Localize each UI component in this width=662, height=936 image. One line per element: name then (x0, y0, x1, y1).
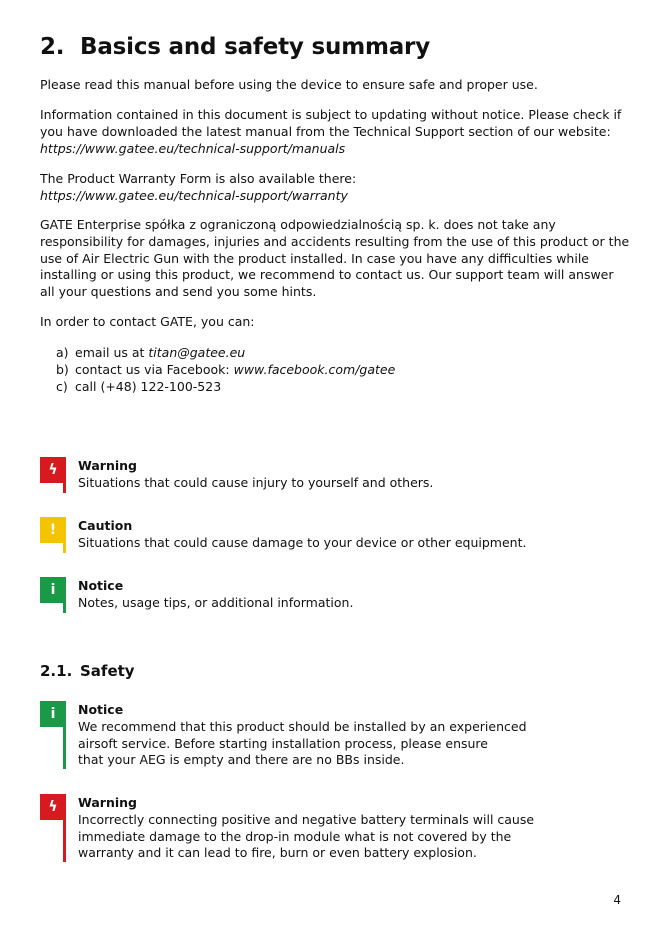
legend-notice-title: Notice (78, 578, 124, 593)
list-item: a) email us at titan@gatee.eu (56, 345, 246, 360)
email-link[interactable]: titan@gatee.eu (148, 345, 246, 360)
section-number: 2. (40, 34, 65, 60)
section-title: Basics and safety summary (80, 34, 430, 60)
safety-warning-title: Warning (78, 795, 137, 810)
contact-list (56, 344, 395, 395)
notice-bar (63, 577, 66, 613)
caution-icon: ! (40, 517, 66, 543)
warning-icon: ϟ (40, 794, 66, 820)
paragraph-warranty-text: The Product Warranty Form is also available there: (40, 171, 357, 186)
warning-bar (63, 794, 66, 862)
legend-warning-title: Warning (78, 458, 137, 473)
paragraph-intro: Please read this manual before using the device to ensure safe and proper use. (40, 77, 538, 92)
page-title (40, 34, 430, 60)
legend-warning-text: Situations that could cause injury to yourself and others. (78, 474, 434, 490)
info-icon: i (40, 577, 66, 603)
list-item: c) call (+48) 122-100-523 (56, 379, 222, 394)
paragraph-warranty (40, 171, 630, 205)
paragraph-disclaimer: GATE Enterprise spółka z ograniczoną odpowiedzialnością sp. k. does not take any responsibility for damages, injuries and accidents resulting from the use of this product or the use of Air Electric Gun with the product installed. In case you have any difficulties while installing or using this product, we recommend to contact us. Our support team will answer all your questions and send you some hints. (40, 217, 630, 300)
paragraph-updates-text: Information contained in this document is subject to updating without notice. Please check if you have downloaded the latest manual from the Technical Support section of our website: (40, 107, 622, 139)
warranty-link[interactable]: https://www.gatee.eu/technical-support/warranty (40, 187, 348, 203)
legend-caution-text: Situations that could cause damage to your device or other equipment. (78, 534, 527, 550)
legend-notice-text: Notes, usage tips, or additional information. (78, 594, 354, 610)
info-icon: i (40, 701, 66, 727)
legend-caution-title: Caution (78, 518, 133, 533)
list-item: b) contact us via Facebook: www.facebook.com/gatee (56, 362, 396, 377)
page-number: 4 (613, 893, 621, 907)
facebook-link[interactable]: www.facebook.com/gatee (233, 362, 396, 377)
safety-notice-title: Notice (78, 702, 124, 717)
warning-icon: ϟ (40, 457, 66, 483)
manuals-link[interactable]: https://www.gatee.eu/technical-support/manuals (40, 140, 346, 156)
paragraph-updates (40, 107, 630, 157)
caution-bar (63, 517, 66, 553)
notice-bar (63, 701, 66, 769)
warning-bar (63, 457, 66, 493)
subsection-title: 2.1. Safety (40, 662, 135, 680)
paragraph-contact: In order to contact GATE, you can: (40, 314, 255, 329)
